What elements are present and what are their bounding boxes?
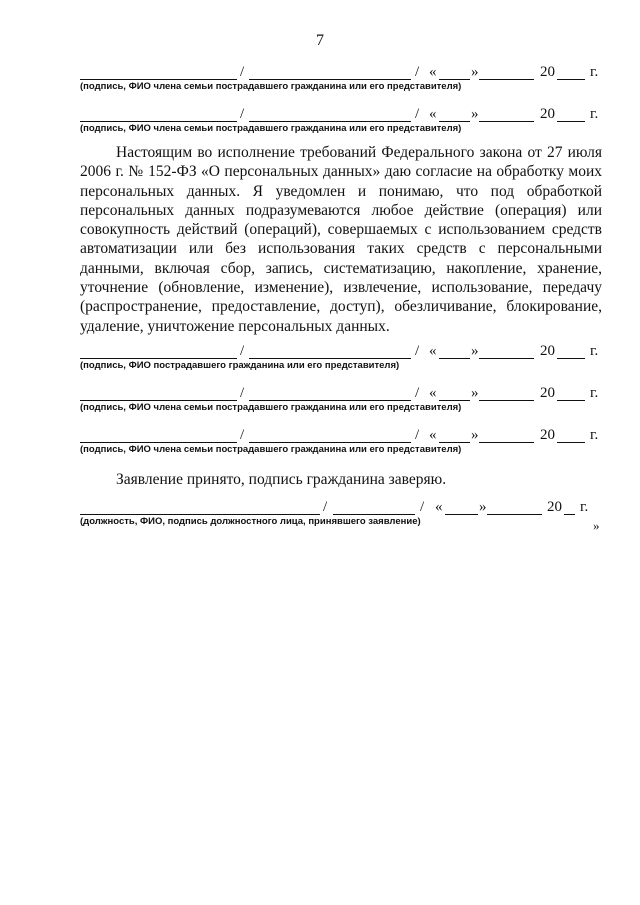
year-suffix: г. <box>590 385 599 401</box>
signature-caption: (подпись, ФИО члена семьи пострадавшего гражданина или его представителя) <box>80 123 462 134</box>
year-suffix: г. <box>590 106 599 122</box>
close-quote: » <box>471 64 479 80</box>
day-line[interactable] <box>439 64 470 80</box>
signature-caption: (подпись, ФИО члена семьи пострадавшего гражданина или его представителя) <box>80 402 462 413</box>
official-signature-line[interactable] <box>333 499 415 515</box>
year-suffix: г. <box>590 343 599 359</box>
open-quote: « <box>435 499 443 515</box>
signature-line[interactable] <box>80 343 237 359</box>
open-quote: « <box>429 427 437 443</box>
close-quote: » <box>471 427 479 443</box>
slash: / <box>240 106 245 122</box>
year-suffix: г. <box>580 499 589 515</box>
year-suffix: г. <box>590 427 599 443</box>
slash: / <box>415 385 420 401</box>
signature-line[interactable] <box>80 64 237 80</box>
close-quote: » <box>471 106 479 122</box>
slash: / <box>415 427 420 443</box>
full-name-line[interactable] <box>249 64 411 80</box>
open-quote: « <box>429 106 437 122</box>
year-line[interactable] <box>557 385 585 401</box>
signature-line[interactable] <box>80 385 237 401</box>
year-suffix: г. <box>590 64 599 80</box>
year-prefix: 20 <box>540 106 555 122</box>
month-line[interactable] <box>479 343 534 359</box>
open-quote: « <box>429 385 437 401</box>
month-line[interactable] <box>479 64 534 80</box>
year-line[interactable] <box>564 499 575 515</box>
slash: / <box>415 106 420 122</box>
signature-block <box>80 343 602 377</box>
year-prefix: 20 <box>540 427 555 443</box>
full-name-line[interactable] <box>249 427 411 443</box>
slash: / <box>240 385 245 401</box>
year-prefix: 20 <box>540 343 555 359</box>
day-line[interactable] <box>439 385 470 401</box>
acceptance-statement: Заявление принято, подпись гражданина заверяю. <box>116 471 447 488</box>
slash: / <box>415 343 420 359</box>
month-line[interactable] <box>479 106 534 122</box>
signature-caption: (подпись, ФИО пострадавшего гражданина или его представителя) <box>80 360 400 371</box>
slash: / <box>240 343 245 359</box>
day-line[interactable] <box>439 343 470 359</box>
page-number: 7 <box>316 32 324 49</box>
month-line[interactable] <box>479 427 534 443</box>
year-prefix: 20 <box>540 385 555 401</box>
day-line[interactable] <box>439 106 470 122</box>
day-line[interactable] <box>439 427 470 443</box>
year-line[interactable] <box>557 343 585 359</box>
full-name-line[interactable] <box>249 385 411 401</box>
close-quote: » <box>471 385 479 401</box>
close-quote: » <box>471 343 479 359</box>
slash: / <box>240 427 245 443</box>
signature-block <box>80 64 602 98</box>
year-line[interactable] <box>557 427 585 443</box>
slash: / <box>420 499 425 515</box>
slash: / <box>240 64 245 80</box>
trailing-quote: » <box>593 518 600 533</box>
official-position-name-line[interactable] <box>80 499 320 515</box>
month-line[interactable] <box>479 385 534 401</box>
signature-caption: (подпись, ФИО члена семьи пострадавшего гражданина или его представителя) <box>80 81 462 92</box>
official-caption: (должность, ФИО, подпись должностного лица, принявшего заявление) <box>80 516 421 527</box>
full-name-line[interactable] <box>249 106 411 122</box>
month-line[interactable] <box>487 499 542 515</box>
slash: / <box>415 64 420 80</box>
signature-block <box>80 427 602 461</box>
signature-line[interactable] <box>80 106 237 122</box>
signature-block <box>80 106 602 140</box>
slash: / <box>323 499 328 515</box>
year-line[interactable] <box>557 64 585 80</box>
open-quote: « <box>429 343 437 359</box>
open-quote: « <box>429 64 437 80</box>
year-prefix: 20 <box>547 499 562 515</box>
day-line[interactable] <box>445 499 478 515</box>
signature-line[interactable] <box>80 427 237 443</box>
full-name-line[interactable] <box>249 343 411 359</box>
close-quote: » <box>479 499 487 515</box>
year-prefix: 20 <box>540 64 555 80</box>
consent-paragraph: Настоящим во исполнение требований Федерального закона от 27 июля 2006 г. № 152-ФЗ «О персональных данных» даю согласие на обработку моих персональных данных. Я уведомлен и понимаю, что под обработкой персональных данных подразумеваются любое действие (операция) или совокупность действий (операций), совершаемых с использованием средств автоматизации или без использования таких средств с персональными данными, включая сбор, запись, систематизацию, накопление, хранение, уточнение (обновление, изменение), извлечение, использование, передачу (распространение, предоставление, доступ), обезличивание, блокирование, удаление, уничтожение персональных данных. <box>80 144 602 335</box>
signature-block <box>80 385 602 419</box>
signature-caption: (подпись, ФИО члена семьи пострадавшего гражданина или его представителя) <box>80 444 462 455</box>
year-line[interactable] <box>557 106 585 122</box>
official-signature-block <box>80 499 602 533</box>
